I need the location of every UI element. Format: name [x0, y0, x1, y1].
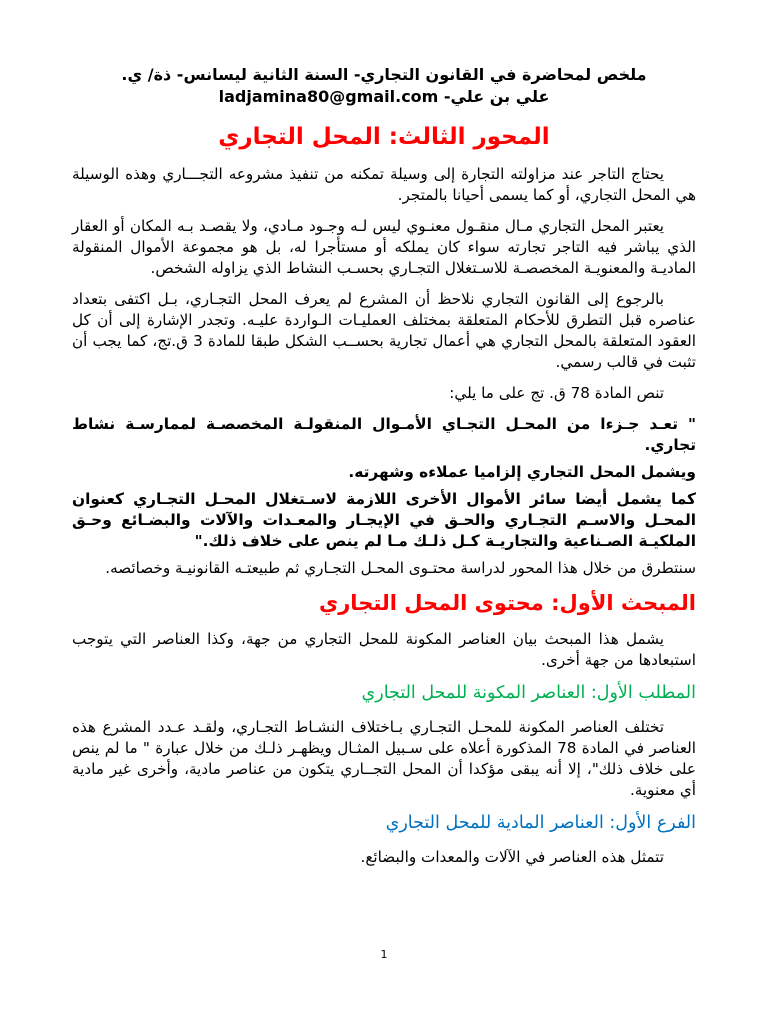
section-1-body: يشمل هذا المبحث بيان العناصر المكونة للمحل التجاري من جهة، وكذا العناصر التي يتوجب استبعادها من جهة أخرى.: [72, 630, 696, 669]
quote-line-2: ويشمل المحل التجاري إلزاميا عملاءه وشهرته.: [348, 463, 696, 481]
paragraph-overview: سنتطرق من خلال هذا المحور لدراسة محتـوى المحـل التجـاري ثم طبيعتـه القانونيـة وخصائصه.: [105, 559, 696, 577]
quote-line-3: كما يشمل أيضا سائر الأموال الأخرى اللازمة لاسـتغلال المحـل التجـاري كعنوان المحـل والاسـم التجـاري والحـق في الإيجـار والمعـدات والآلات والبضـائع وحـق الملكيـة الصـناعية والتجاريـة كـل ذلـك مـا لم ينص على خلاف ذلك.": [72, 490, 696, 550]
paragraph-intro: يحتاج التاجر عند مزاولته التجارة إلى وسيلة تمكنه من تنفيذ مشروعه التجـــاري وهذه الوسيلة هي المحل التجاري، أو كما يسمى أحيانا بالمتجر.: [72, 165, 696, 204]
branch-1-title: الفرع الأول: العناصر المادية للمحل التجاري: [385, 813, 696, 833]
section-1-title: المبحث الأول: محتوى المحل التجاري: [318, 591, 696, 615]
subsection-1-body: تختلف العناصر المكونة للمحـل التجـاري بـاختلاف النشـاط التجـاري، ولقـد عـدد المشرع هذه العناصر في المادة 78 المذكورة أعلاه على سـبيل المثـال ويظهـر ذلـك من خلال عبارة " ما لم ينص على خلاف ذلك"، إلا أنه يبقى مؤكدا أن المحل التجــاري يتكون من عناصر مادية، وأخرى غير مادية أي معنوية.: [72, 718, 696, 799]
axis-title: المحور الثالث: المحل التجاري: [218, 124, 550, 150]
subsection-1-title: المطلب الأول: العناصر المكونة للمحل التجاري: [361, 683, 696, 703]
paragraph-article-78-intro: تنص المادة 78 ق. تج على ما يلي:: [449, 384, 664, 402]
page-number: 1: [380, 948, 388, 961]
quote-line-1: " تعـد جـزءا من المحـل التجـاي الأمـوال المنقولـة المخصصـة لممارسـة نشاط تجاري.: [72, 415, 696, 454]
header-line-1: ملخص لمحاضرة في القانون التجاري- السنة الثانية ليسانس- ذة/ ي.: [121, 65, 647, 84]
paragraph-definition: يعتبر المحل التجاري مـال منقـول معنـوي ليس لـه وجـود مـادي، ولا يقصـد بـه المكان أو العقار الذي يباشر فيه التاجر تجارته سواء كان يملكه أو مستأجرا له، بل هو مجموعة الأموال المنقولة الماديـة والمعنويـة المخصصـة للاسـتغلال التجـاري بحسـب النشاط الذي يزاوله الشخص.: [72, 217, 696, 277]
document-page: [72, 64, 696, 878]
header-line-2: علي بن علي- ladjamina80@gmail.com: [218, 87, 550, 106]
paragraph-legal-reference: بالرجوع إلى القانون التجاري نلاحظ أن المشرع لم يعرف المحل التجـاري، بـل اكتفى بتعداد عناصره قبل التطرق للأحكام المتعلقة بمختلف العمليـات الـواردة عليـه. وتجدر الإشارة إلى أن كل العقود المتعلقة بالمحل التجاري هي أعمال تجارية بحســب الشكل طبقا للمادة 3 ق.تج، كما يجب أن تثبت في قالب رسمي.: [72, 290, 697, 371]
article-78-quote: [72, 414, 696, 552]
lecture-header: [72, 64, 696, 108]
branch-1-body: تتمثل هذه العناصر في الآلات والمعدات والبضائع.: [360, 848, 664, 866]
